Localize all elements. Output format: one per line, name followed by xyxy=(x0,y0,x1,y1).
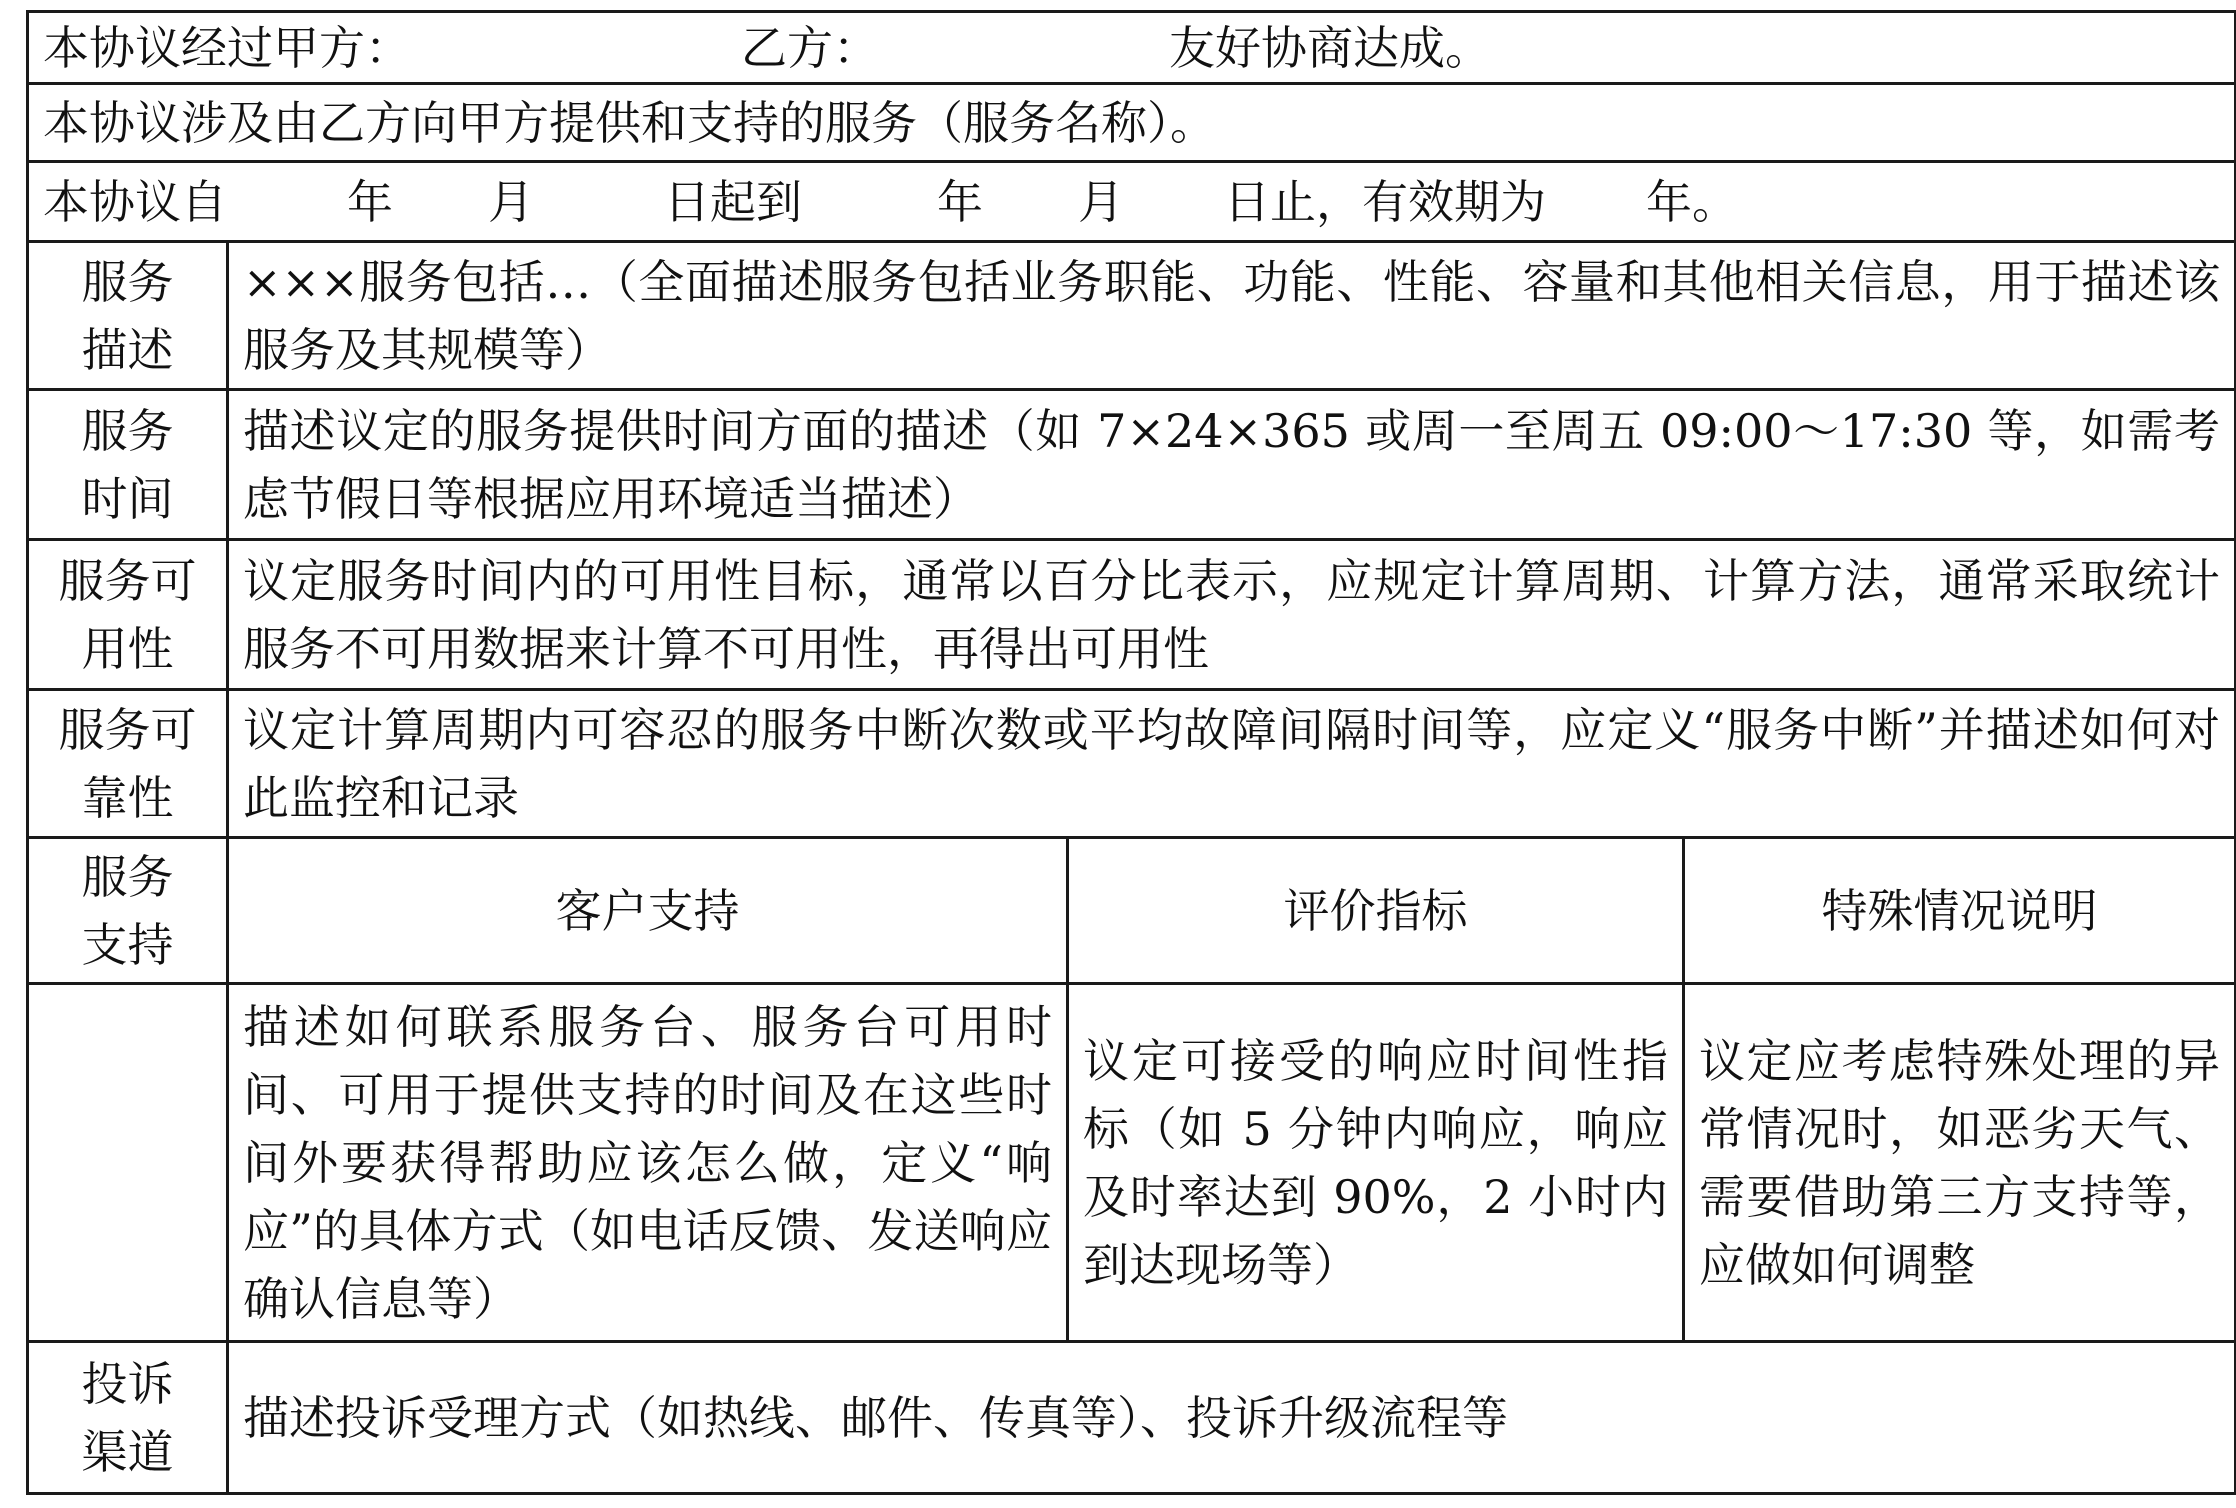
validity-month-2: 月 xyxy=(1078,174,1124,229)
customer-support-header: 客户支持 xyxy=(228,838,1068,984)
service-availability-text: 议定服务时间内的可用性目标，通常以百分比表示，应规定计算周期、计算方法，通常采取统计服务不可用数据来计算不可用性，再得出可用性 xyxy=(228,540,2236,690)
parties-text-a: 本协议经过甲方： xyxy=(43,20,411,75)
validity-years-end: 年。 xyxy=(1646,174,1738,229)
validity-day-1: 日起到 xyxy=(664,174,802,229)
service-reliability-text: 议定计算周期内可容忍的服务中断次数或平均故障间隔时间等，应定义“服务中断”并描述如何对此监控和记录 xyxy=(228,690,2236,838)
service-support-label xyxy=(28,838,228,984)
validity-year-1: 年 xyxy=(347,174,393,229)
complaint-channel-label xyxy=(28,1342,228,1494)
customer-support-text: 描述如何联系服务台、服务台可用时间、可用于提供支持的时间及在这些时间外要获得帮助应该怎么做，定义“响应”的具体方式（如电话反馈、发送响应确认信息等） xyxy=(228,984,1068,1342)
complaint-channel-text: 描述投诉受理方式（如热线、邮件、传真等）、投诉升级流程等 xyxy=(228,1342,2236,1494)
label-line: 服务可 xyxy=(58,553,197,608)
service-reliability-row xyxy=(28,690,2236,838)
service-availability-label xyxy=(28,540,228,690)
validity-row xyxy=(28,162,2236,242)
validity-text-1: 本协议自 xyxy=(43,174,227,229)
evaluation-metrics-header: 评价指标 xyxy=(1068,838,1684,984)
parties-text-c: 友好协商达成。 xyxy=(1169,20,1491,75)
service-description-row xyxy=(28,242,2236,390)
label-line: 服务 xyxy=(81,403,174,458)
validity-month-1: 月 xyxy=(488,174,534,229)
service-support-header-row xyxy=(28,838,2236,984)
special-cases-text: 议定应考虑特殊处理的异常情况时，如恶劣天气、需要借助第三方支持等，应做如何调整 xyxy=(1684,984,2236,1342)
label-line: 靠性 xyxy=(81,770,174,825)
empty-label-cell xyxy=(28,984,228,1342)
label-line: 服务可 xyxy=(58,702,197,757)
validity-day-2: 日止，有效期为 xyxy=(1224,174,1546,229)
special-cases-header: 特殊情况说明 xyxy=(1684,838,2236,984)
service-description-label xyxy=(28,242,228,390)
parties-row xyxy=(28,12,2236,84)
service-description-text: ×××服务包括…（全面描述服务包括业务职能、功能、性能、容量和其他相关信息，用于描述该服务及其规模等） xyxy=(228,242,2236,390)
parties-text-b: 乙方： xyxy=(741,20,879,75)
scope-row xyxy=(28,84,2236,162)
validity-cell xyxy=(28,162,2236,242)
scope-cell: 本协议涉及由乙方向甲方提供和支持的服务（服务名称）。 xyxy=(28,84,2236,162)
validity-year-2: 年 xyxy=(937,174,983,229)
service-availability-row xyxy=(28,540,2236,690)
label-line: 支持 xyxy=(81,917,174,972)
label-line: 用性 xyxy=(81,621,174,676)
service-reliability-label xyxy=(28,690,228,838)
label-line: 服务 xyxy=(81,254,174,309)
label-line: 描述 xyxy=(81,322,174,377)
label-line: 投诉 xyxy=(81,1356,174,1411)
service-time-label xyxy=(28,390,228,540)
label-line: 时间 xyxy=(81,471,174,526)
evaluation-metrics-text: 议定可接受的响应时间性指标（如 5 分钟内响应，响应及时率达到 90%，2 小时内到达现场等） xyxy=(1068,984,1684,1342)
label-line: 服务 xyxy=(81,849,174,904)
service-agreement-table xyxy=(26,10,2236,1495)
label-line: 渠道 xyxy=(81,1424,174,1479)
parties-cell xyxy=(28,12,2236,84)
service-time-text: 描述议定的服务提供时间方面的描述（如 7×24×365 或周一至周五 09:00～17:30 等，如需考虑节假日等根据应用环境适当描述） xyxy=(228,390,2236,540)
complaint-channel-row xyxy=(28,1342,2236,1494)
service-time-row xyxy=(28,390,2236,540)
service-support-detail-row xyxy=(28,984,2236,1342)
